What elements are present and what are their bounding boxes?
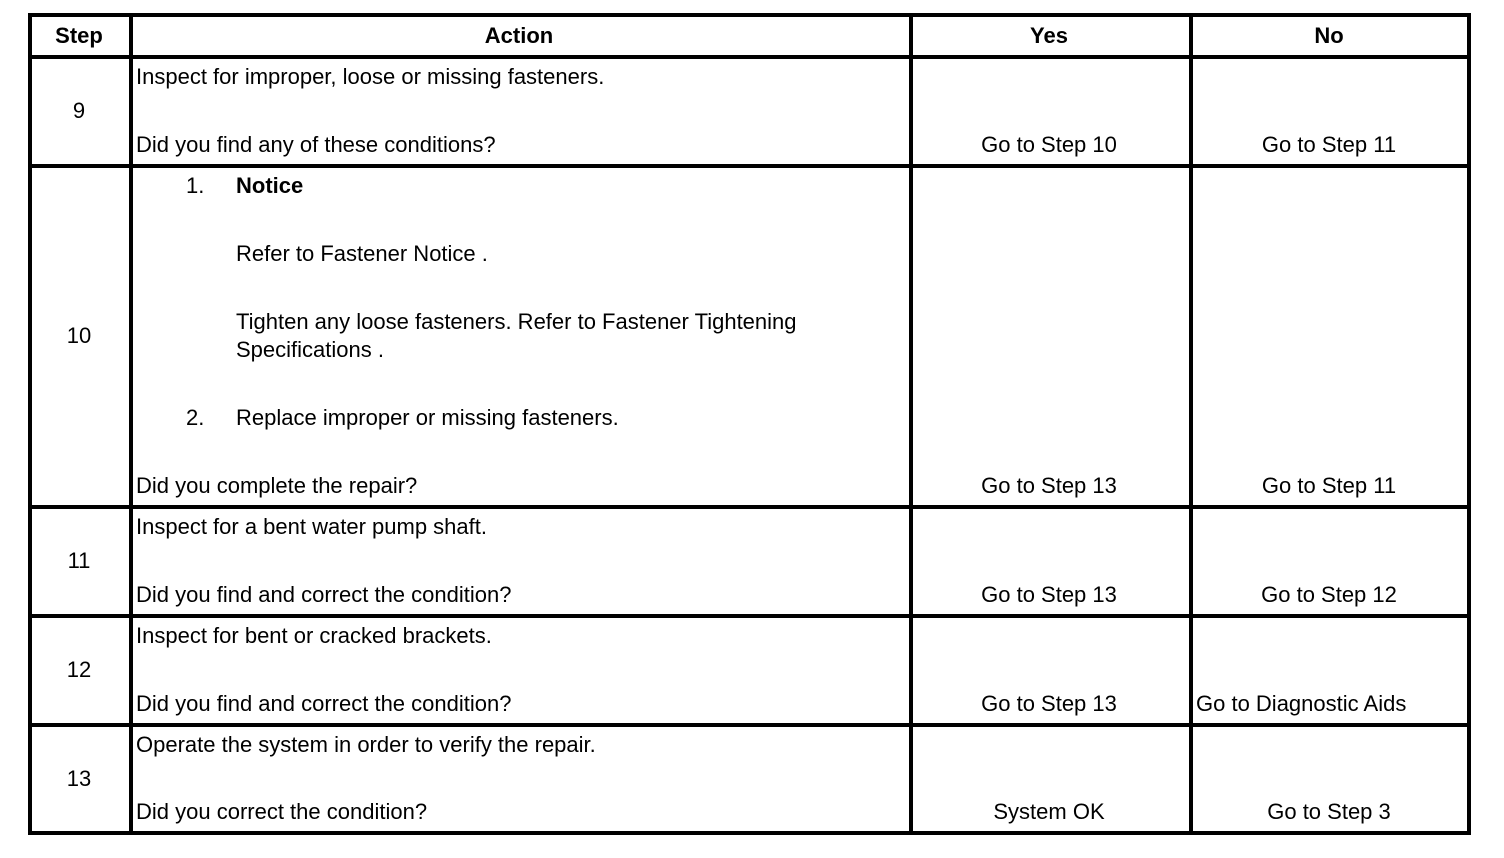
no-result: Go to Step 3 xyxy=(1267,799,1391,824)
column-divider xyxy=(129,17,133,831)
no-result: Go to Step 12 xyxy=(1261,582,1397,607)
column-divider xyxy=(1189,17,1193,831)
yes-result: Go to Step 13 xyxy=(981,691,1117,716)
notice-heading: Notice xyxy=(236,173,304,198)
action-text: Replace improper or missing fasteners. xyxy=(236,405,619,430)
step-number: 10 xyxy=(66,323,92,348)
row-divider xyxy=(32,505,1467,509)
header-step: Step xyxy=(55,23,103,48)
yes-result: Go to Step 13 xyxy=(981,582,1117,607)
action-question: Did you find any of these conditions? xyxy=(136,132,496,157)
no-result: Go to Step 11 xyxy=(1261,132,1397,157)
row-divider xyxy=(32,614,1467,618)
column-divider xyxy=(909,17,913,831)
list-number: 1. xyxy=(186,173,205,198)
action-question: Did you complete the repair? xyxy=(136,473,418,498)
action-text: Tighten any loose fasteners. Refer to Fastener Tightening xyxy=(236,309,797,334)
step-number: 12 xyxy=(66,657,92,682)
no-result: Go to Diagnostic Aids xyxy=(1196,691,1407,716)
yes-result: System OK xyxy=(993,799,1105,824)
row-divider xyxy=(32,723,1467,727)
action-text: Inspect for a bent water pump shaft. xyxy=(136,514,487,539)
notice-text: Refer to Fastener Notice . xyxy=(236,241,488,266)
list-number: 2. xyxy=(186,405,205,430)
action-text: Inspect for bent or cracked brackets. xyxy=(136,623,492,648)
header-action: Action xyxy=(484,23,554,48)
action-text: Inspect for improper, loose or missing fasteners. xyxy=(136,64,605,89)
action-question: Did you correct the condition? xyxy=(136,799,428,824)
action-question: Did you find and correct the condition? xyxy=(136,582,512,607)
action-text: Operate the system in order to verify the repair. xyxy=(136,732,596,757)
header-yes: Yes xyxy=(1030,23,1068,48)
action-text: Specifications . xyxy=(236,337,384,362)
no-result: Go to Step 11 xyxy=(1261,473,1397,498)
row-divider xyxy=(32,164,1467,168)
row-divider xyxy=(32,55,1467,59)
step-number: 13 xyxy=(66,766,92,791)
action-question: Did you find and correct the condition? xyxy=(136,691,512,716)
step-number: 11 xyxy=(67,548,91,573)
yes-result: Go to Step 10 xyxy=(981,132,1117,157)
step-number: 9 xyxy=(72,98,86,123)
yes-result: Go to Step 13 xyxy=(981,473,1117,498)
header-no: No xyxy=(1314,23,1344,48)
